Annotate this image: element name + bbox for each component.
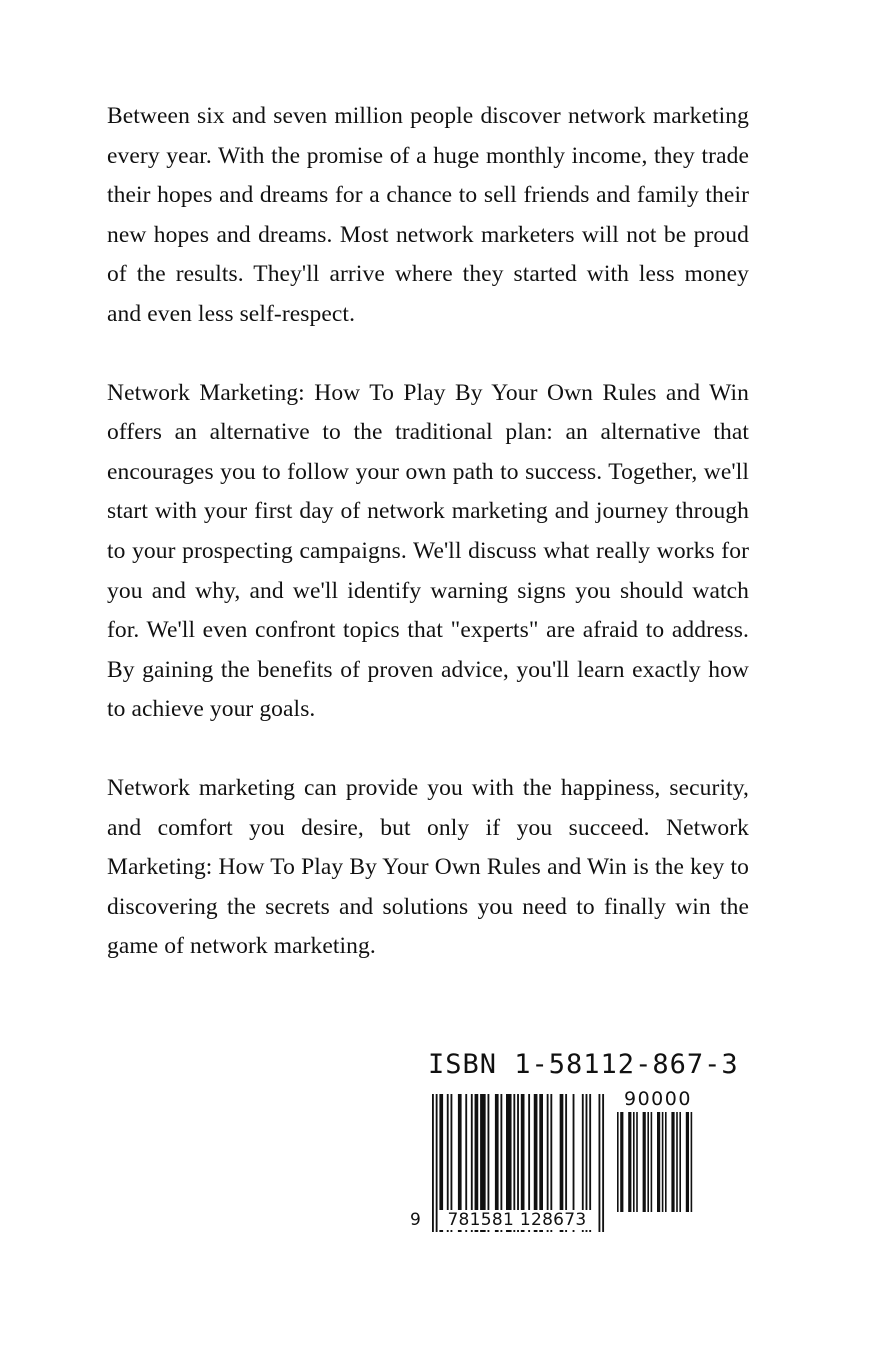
barcode-bar [436, 1094, 438, 1232]
barcode-bar [633, 1112, 635, 1212]
barcode-bar [599, 1094, 601, 1232]
barcode-first-digit: 9 [410, 1210, 421, 1230]
barcode-bar [432, 1094, 434, 1232]
barcode-bar [643, 1112, 646, 1212]
barcode-bar [657, 1112, 660, 1212]
barcode-main-digits: 781581 128673 [439, 1210, 595, 1230]
back-cover-blurb [107, 97, 749, 1006]
barcode-bar [602, 1094, 604, 1232]
barcode-bar [679, 1112, 681, 1212]
barcode-bar [620, 1112, 623, 1212]
barcode-bar [636, 1112, 638, 1212]
blurb-paragraph-2: Network Marketing: How To Play By Your Own Rules and Win offers an alternative to the traditional plan: an alternative that encourages you to follow your own path to success. Together, we'll start with your first day of network marketing and journey through to your prospecting campaigns. We'll discuss what really works for you and why, and we'll identify warning signs you should watch for. We'll even confront topics that "experts" are afraid to address. By gaining the benefits of proven advice, you'll learn exactly how to achieve your goals. [107, 379, 749, 723]
barcode-bar [651, 1112, 653, 1212]
barcode-bar [665, 1112, 667, 1212]
isbn-label: ISBN 1-58112-867-3 [428, 1049, 739, 1080]
blurb-paragraph-3: Network marketing can provide you with the happiness, security, and comfort you desire, but only if you succeed. Network Marketing: How To Play By Your Own Rules and Win is the key to discovering the secrets and solutions you need to finally win the game of network marketing. [107, 774, 749, 960]
barcode-bar [617, 1112, 619, 1212]
barcode-bar [676, 1112, 678, 1212]
barcode-bar [662, 1112, 664, 1212]
barcode-bar [686, 1112, 689, 1212]
barcode-bar [691, 1112, 693, 1212]
barcode-bar [671, 1112, 674, 1212]
barcode [408, 1088, 708, 1238]
barcode-addon-digits: 90000 [624, 1088, 692, 1110]
barcode-bar [647, 1112, 649, 1212]
blurb-paragraph-1: Between six and seven million people discover network marketing every year. With the promise of a huge monthly income, they trade their hopes and dreams for a chance to sell friends and family their new hopes and dreams. Most network marketers will not be proud of the results. They'll arrive where they started with less money and even less self-respect. [107, 103, 749, 327]
barcode-bar [628, 1112, 631, 1212]
